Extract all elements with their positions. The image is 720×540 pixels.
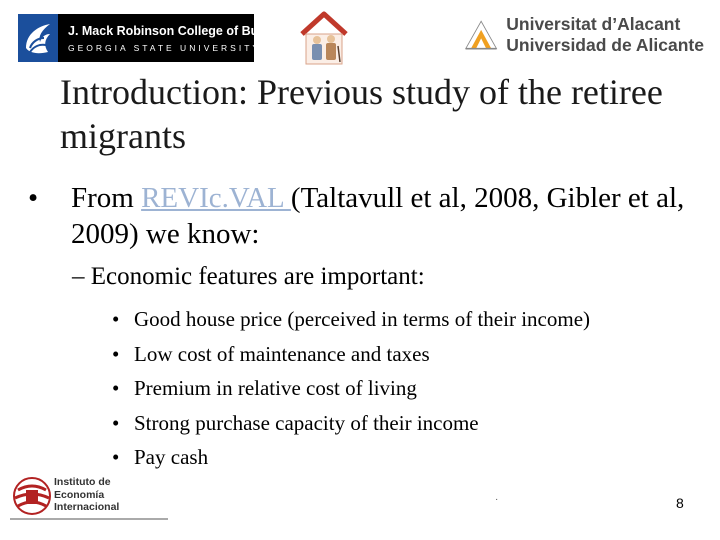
gsu-logo [18, 14, 298, 62]
features-list [112, 302, 590, 475]
main-bullet-text: (Taltavull et al, 2008, Gibler et al, 2009) we know: [71, 182, 685, 250]
list-item [112, 337, 590, 372]
list-item [112, 440, 590, 475]
bullet-icon: • [112, 341, 120, 366]
ua-logo [464, 12, 704, 58]
ua-name-spanish: Universidad de Alicante [506, 35, 704, 55]
page-number: 8 [676, 495, 684, 511]
list-item-text: Pay cash [134, 445, 209, 469]
iei-line2: Economía [54, 488, 105, 501]
iei-line3: Internacional [54, 501, 120, 513]
bullet-icon: • [112, 376, 120, 400]
bullet-icon: • [112, 410, 120, 435]
gsu-university-name: GEORGIA STATE UNIVERSITY [68, 42, 262, 53]
list-item [112, 302, 590, 337]
sub-bullet: – Economic features are important: [72, 263, 425, 290]
bullet-icon: • [112, 307, 120, 331]
list-item-text: Low cost of maintenance and taxes [134, 341, 430, 366]
slide-title: Introduction: Previous study of the retiree migrants [60, 72, 663, 156]
gsu-college-name: J. Mack Robinson College of Business [68, 23, 298, 38]
flame-icon [18, 14, 58, 62]
iei-logo [10, 472, 170, 520]
bullet-icon: • [28, 182, 39, 214]
ua-emblem-icon [464, 15, 498, 55]
iei-emblem-icon [12, 476, 52, 516]
revic-val-link[interactable]: REVIc.VAL [141, 182, 291, 214]
list-item-text: Good house price (perceived in terms of their income) [134, 307, 591, 331]
footer-mark: · [495, 494, 499, 505]
bullet-icon: • [112, 445, 120, 469]
main-bullet [28, 180, 708, 252]
list-item [112, 406, 590, 441]
retirees-house-icon [298, 10, 350, 66]
ua-name-valencian: Universitat d’Alacant [506, 14, 681, 34]
list-item-text: Premium in relative cost of living [134, 376, 417, 400]
list-item [112, 371, 590, 406]
iei-line1: Instituto de [54, 476, 111, 488]
list-item-text: Strong purchase capacity of their income [134, 410, 479, 435]
footer-divider [10, 518, 168, 520]
main-bullet-prefix: From [71, 182, 142, 214]
